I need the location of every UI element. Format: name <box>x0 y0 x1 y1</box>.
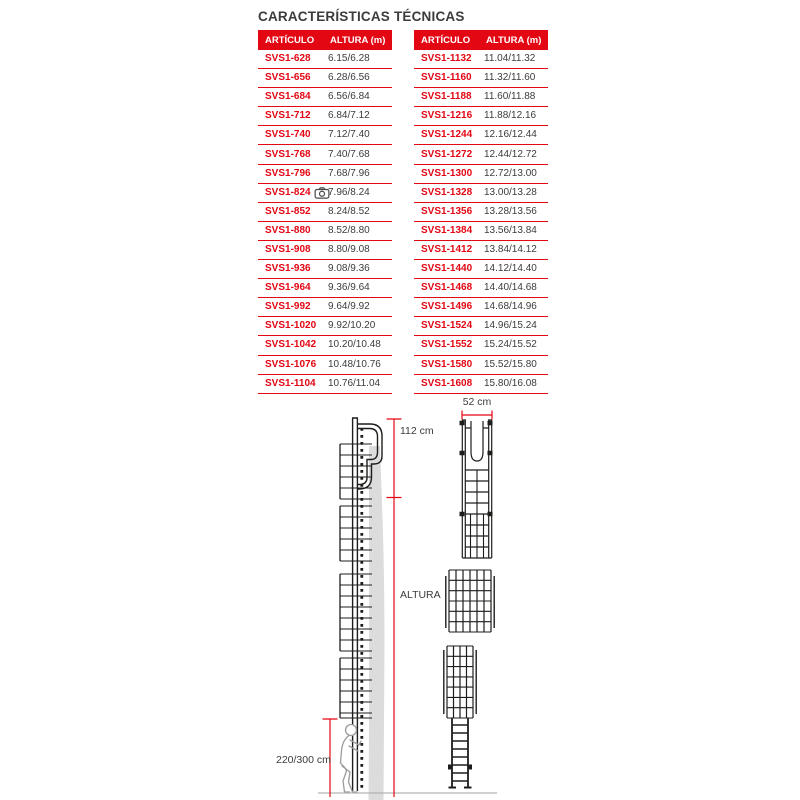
height-value: 8.80/9.08 <box>328 243 370 255</box>
height-value: 11.60/11.88 <box>484 91 536 103</box>
height-value: 15.24/15.52 <box>484 339 537 351</box>
article-code-text: SVS1-684 <box>265 91 311 103</box>
total-height-dimension-label: ALTURA <box>400 589 441 601</box>
height-value: 6.84/7.12 <box>328 110 370 122</box>
height-value: 10.76/11.04 <box>328 377 381 389</box>
height-value: 14.12/14.40 <box>484 263 537 275</box>
height-value: 8.52/8.80 <box>328 224 370 236</box>
article-code <box>414 283 483 293</box>
column-header-height: ALTURA (m) <box>486 34 542 46</box>
table-row <box>258 279 392 298</box>
page-title: CARACTERÍSTICAS TÉCNICAS <box>258 9 465 25</box>
height-value: 11.88/12.16 <box>484 110 537 122</box>
ladder-technical-drawing <box>300 393 610 800</box>
table-row <box>414 375 548 394</box>
article-code <box>258 73 327 83</box>
article-code <box>414 264 483 274</box>
height-value: 14.68/14.96 <box>484 301 537 313</box>
table-row <box>258 88 392 107</box>
article-code <box>258 283 327 293</box>
article-code-text: SVS1-1160 <box>421 72 472 84</box>
table-row <box>258 165 392 184</box>
article-code-text: SVS1-1384 <box>421 224 473 236</box>
article-code-text: SVS1-1272 <box>421 148 473 160</box>
table-row <box>258 184 392 203</box>
table-row <box>258 356 392 375</box>
column-header-article: ARTÍCULO <box>265 34 315 46</box>
article-code-text: SVS1-1580 <box>421 358 473 370</box>
article-code <box>258 92 327 102</box>
article-code-text: SVS1-1356 <box>421 205 473 217</box>
table-row <box>258 336 392 355</box>
height-value: 7.96/8.24 <box>328 186 370 198</box>
article-code <box>258 245 327 255</box>
height-value: 15.80/16.08 <box>484 377 537 389</box>
article-code <box>414 73 483 83</box>
height-value: 13.56/13.84 <box>484 224 537 236</box>
table-row <box>258 107 392 126</box>
article-code-text: SVS1-852 <box>265 205 311 217</box>
height-value: 9.64/9.92 <box>328 301 370 313</box>
table-row <box>258 222 392 241</box>
height-value: 8.24/8.52 <box>328 205 370 217</box>
ground-clearance-dimension-label: 220/300 cm <box>276 754 331 766</box>
table-row <box>258 260 392 279</box>
table-body <box>414 50 548 394</box>
table-row <box>414 356 548 375</box>
height-value: 9.92/10.20 <box>328 320 376 332</box>
height-value: 6.15/6.28 <box>328 53 370 65</box>
article-code <box>258 111 327 121</box>
article-code-text: SVS1-992 <box>265 301 311 313</box>
article-code <box>258 379 327 389</box>
table-row <box>414 126 548 145</box>
article-code-text: SVS1-712 <box>265 110 311 122</box>
article-code-text: SVS1-1300 <box>421 167 473 179</box>
article-code-text: SVS1-628 <box>265 53 311 65</box>
table-row <box>258 50 392 69</box>
article-code-text: SVS1-656 <box>265 72 311 84</box>
column-header-height: ALTURA (m) <box>330 34 386 46</box>
height-value: 13.84/14.12 <box>484 243 537 255</box>
spec-table-left <box>258 30 392 394</box>
dimension-width-line <box>462 411 492 420</box>
height-value: 10.20/10.48 <box>328 339 381 351</box>
table-body <box>258 50 392 394</box>
article-code-text: SVS1-1104 <box>265 377 316 389</box>
extension-dimension-label: 112 cm <box>400 425 434 437</box>
table-row <box>414 279 548 298</box>
article-code-text: SVS1-1216 <box>421 110 473 122</box>
article-code <box>258 360 327 370</box>
table-row <box>414 241 548 260</box>
article-code <box>414 245 483 255</box>
article-code-text: SVS1-1042 <box>265 339 317 351</box>
article-code-text: SVS1-936 <box>265 263 311 275</box>
article-code <box>258 340 327 350</box>
article-code-text: SVS1-964 <box>265 282 311 294</box>
table-row <box>258 69 392 88</box>
article-code-text: SVS1-908 <box>265 243 311 255</box>
table-row <box>414 298 548 317</box>
article-code <box>258 187 327 199</box>
article-code-text: SVS1-824 <box>265 186 311 198</box>
article-code-text: SVS1-1608 <box>421 377 473 389</box>
table-row <box>258 298 392 317</box>
table-header <box>258 30 392 50</box>
article-code-text: SVS1-768 <box>265 148 311 160</box>
table-row <box>258 145 392 164</box>
height-value: 7.40/7.68 <box>328 148 370 160</box>
article-code <box>414 207 483 217</box>
table-row <box>414 107 548 126</box>
article-code-text: SVS1-1468 <box>421 282 473 294</box>
article-code <box>258 54 327 64</box>
height-value: 11.32/11.60 <box>484 72 536 84</box>
height-value: 14.40/14.68 <box>484 282 537 294</box>
article-code-text: SVS1-1132 <box>421 53 472 65</box>
article-code <box>258 130 327 140</box>
article-code <box>414 379 483 389</box>
table-row <box>414 50 548 69</box>
height-value: 15.52/15.80 <box>484 358 537 370</box>
article-code <box>414 92 483 102</box>
article-code-text: SVS1-1496 <box>421 301 473 313</box>
article-code <box>258 207 327 217</box>
article-code-text: SVS1-1328 <box>421 186 473 198</box>
table-row <box>414 165 548 184</box>
height-value: 6.56/6.84 <box>328 91 370 103</box>
table-row <box>414 317 548 336</box>
article-code-text: SVS1-1440 <box>421 263 473 275</box>
height-value: 9.08/9.36 <box>328 263 370 275</box>
column-header-article: ARTÍCULO <box>421 34 471 46</box>
article-code-text: SVS1-1188 <box>421 91 472 103</box>
article-code <box>414 169 483 179</box>
table-row <box>258 126 392 145</box>
height-value: 13.00/13.28 <box>484 186 537 198</box>
article-code <box>414 321 483 331</box>
table-header <box>414 30 548 50</box>
spec-table-right <box>414 30 548 394</box>
height-value: 10.48/10.76 <box>328 358 381 370</box>
article-code <box>414 302 483 312</box>
table-row <box>414 336 548 355</box>
article-code <box>258 264 327 274</box>
article-code-text: SVS1-796 <box>265 167 311 179</box>
height-value: 6.28/6.56 <box>328 72 370 84</box>
height-value: 12.72/13.00 <box>484 167 537 179</box>
article-code-text: SVS1-880 <box>265 224 311 236</box>
article-code <box>414 226 483 236</box>
article-code <box>414 130 483 140</box>
article-code <box>414 188 483 198</box>
dimension-lines <box>323 411 493 798</box>
article-code-text: SVS1-1412 <box>421 243 473 255</box>
article-code-text: SVS1-1076 <box>265 358 317 370</box>
article-code <box>414 54 483 64</box>
table-row <box>258 241 392 260</box>
article-code <box>414 150 483 160</box>
article-code-text: SVS1-1552 <box>421 339 473 351</box>
height-value: 13.28/13.56 <box>484 205 537 217</box>
table-row <box>258 203 392 222</box>
height-value: 11.04/11.32 <box>484 53 536 65</box>
height-value: 7.68/7.96 <box>328 167 370 179</box>
article-code <box>414 360 483 370</box>
height-value: 12.16/12.44 <box>484 129 537 141</box>
article-code-text: SVS1-1020 <box>265 320 317 332</box>
table-row <box>414 222 548 241</box>
table-row <box>414 184 548 203</box>
table-row <box>258 317 392 336</box>
article-code <box>258 302 327 312</box>
article-code <box>258 150 327 160</box>
article-code-text: SVS1-740 <box>265 129 311 141</box>
article-code-text: SVS1-1244 <box>421 129 473 141</box>
table-row <box>414 145 548 164</box>
article-code <box>414 340 483 350</box>
height-value: 7.12/7.40 <box>328 129 370 141</box>
article-code <box>258 226 327 236</box>
article-code-text: SVS1-1524 <box>421 320 473 332</box>
height-value: 12.44/12.72 <box>484 148 537 160</box>
height-value: 9.36/9.64 <box>328 282 370 294</box>
width-dimension-label: 52 cm <box>462 396 492 408</box>
article-code <box>258 321 327 331</box>
table-row <box>414 69 548 88</box>
table-row <box>258 375 392 394</box>
article-code <box>414 111 483 121</box>
article-code <box>258 169 327 179</box>
table-row <box>414 260 548 279</box>
ladder-front-view <box>444 420 494 788</box>
table-row <box>414 203 548 222</box>
height-value: 14.96/15.24 <box>484 320 537 332</box>
table-row <box>414 88 548 107</box>
